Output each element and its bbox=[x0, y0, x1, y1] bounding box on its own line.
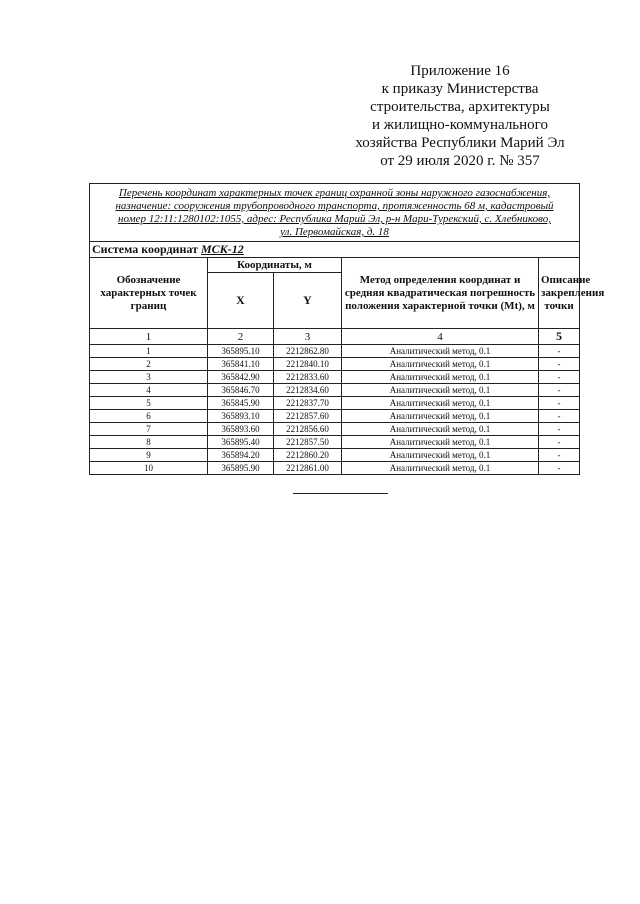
x-coordinate-cell: 365893.10 bbox=[208, 410, 274, 423]
coordinates-table bbox=[89, 183, 605, 475]
description-cell: - bbox=[539, 423, 580, 436]
point-number-cell: 2 bbox=[90, 358, 208, 371]
method-cell: Аналитический метод, 0.1 bbox=[342, 410, 539, 423]
table-row bbox=[90, 423, 580, 436]
appendix-line: от 29 июля 2020 г. № 357 bbox=[380, 153, 540, 169]
table-row bbox=[90, 397, 580, 410]
method-cell: Аналитический метод, 0.1 bbox=[342, 371, 539, 384]
header-coordinates: Координаты, м bbox=[208, 258, 342, 273]
point-number-cell: 6 bbox=[90, 410, 208, 423]
x-coordinate-cell: 365846.70 bbox=[208, 384, 274, 397]
column-number: 3 bbox=[274, 329, 342, 345]
point-number-cell: 7 bbox=[90, 423, 208, 436]
x-coordinate-cell: 365893.60 bbox=[208, 423, 274, 436]
method-cell: Аналитический метод, 0.1 bbox=[342, 345, 539, 358]
method-cell: Аналитический метод, 0.1 bbox=[342, 384, 539, 397]
column-number-row bbox=[90, 329, 580, 345]
table-row bbox=[90, 436, 580, 449]
column-number: 1 bbox=[90, 329, 208, 345]
y-coordinate-cell: 2212833.60 bbox=[274, 371, 342, 384]
appendix-line: и жилищно-коммунального bbox=[372, 117, 548, 133]
header-y: Y bbox=[274, 273, 342, 329]
method-cell: Аналитический метод, 0.1 bbox=[342, 449, 539, 462]
x-coordinate-cell: 365895.40 bbox=[208, 436, 274, 449]
description-cell: - bbox=[539, 371, 580, 384]
description-cell: - bbox=[539, 436, 580, 449]
point-number-cell: 4 bbox=[90, 384, 208, 397]
x-coordinate-cell: 365841.10 bbox=[208, 358, 274, 371]
method-cell: Аналитический метод, 0.1 bbox=[342, 462, 539, 475]
method-cell: Аналитический метод, 0.1 bbox=[342, 436, 539, 449]
header-point: Обозначение характерных точек границ bbox=[90, 258, 208, 329]
end-divider bbox=[293, 493, 388, 494]
description-cell: - bbox=[539, 449, 580, 462]
header-x: X bbox=[208, 273, 274, 329]
y-coordinate-cell: 2212862.80 bbox=[274, 345, 342, 358]
table-title-line: Перечень координат характерных точек границ охранной зоны наружного газоснабжения, bbox=[118, 187, 551, 199]
description-cell: - bbox=[539, 410, 580, 423]
table-row bbox=[90, 358, 580, 371]
appendix-line: к приказу Министерства bbox=[381, 81, 539, 97]
y-coordinate-cell: 2212860.20 bbox=[274, 449, 342, 462]
x-coordinate-cell: 365895.10 bbox=[208, 345, 274, 358]
point-number-cell: 5 bbox=[90, 397, 208, 410]
table-row bbox=[90, 462, 580, 475]
coordinate-system bbox=[90, 242, 580, 258]
description-cell: - bbox=[539, 358, 580, 371]
y-coordinate-cell: 2212857.50 bbox=[274, 436, 342, 449]
point-number-cell: 8 bbox=[90, 436, 208, 449]
table-title-line: назначение: сооружения трубопроводного транспорта, протяженность 68 м, кадастровый bbox=[115, 200, 554, 212]
point-number-cell: 10 bbox=[90, 462, 208, 475]
description-cell: - bbox=[539, 397, 580, 410]
method-cell: Аналитический метод, 0.1 bbox=[342, 358, 539, 371]
y-coordinate-cell: 2212834.60 bbox=[274, 384, 342, 397]
table-title-line: ул. Первомайская, д. 18 bbox=[280, 226, 389, 238]
y-coordinate-cell: 2212837.70 bbox=[274, 397, 342, 410]
x-coordinate-cell: 365895.90 bbox=[208, 462, 274, 475]
point-number-cell: 9 bbox=[90, 449, 208, 462]
y-coordinate-cell: 2212861.00 bbox=[274, 462, 342, 475]
x-coordinate-cell: 365894.20 bbox=[208, 449, 274, 462]
y-coordinate-cell: 2212856.60 bbox=[274, 423, 342, 436]
table-body bbox=[90, 345, 580, 475]
table-row bbox=[90, 384, 580, 397]
table-title bbox=[90, 184, 580, 242]
x-coordinate-cell: 365845.90 bbox=[208, 397, 274, 410]
column-number: 5 bbox=[539, 329, 580, 345]
header-method: Метод определения координат и средняя квадратическая погрешность положения характерной точки (Mt), м bbox=[342, 258, 539, 329]
appendix-line: Приложение 16 bbox=[410, 63, 510, 79]
point-number-cell: 1 bbox=[90, 345, 208, 358]
y-coordinate-cell: 2212857.60 bbox=[274, 410, 342, 423]
header-description: Описание закрепления точки bbox=[539, 258, 580, 329]
appendix-block bbox=[300, 62, 620, 170]
y-coordinate-cell: 2212840.10 bbox=[274, 358, 342, 371]
table-row bbox=[90, 345, 580, 358]
column-number: 2 bbox=[208, 329, 274, 345]
coordinate-system-value: МСК-12 bbox=[200, 242, 244, 256]
description-cell: - bbox=[539, 384, 580, 397]
appendix-line: хозяйства Республики Марий Эл bbox=[355, 135, 565, 151]
point-number-cell: 3 bbox=[90, 371, 208, 384]
table-row bbox=[90, 410, 580, 423]
column-number: 4 bbox=[342, 329, 539, 345]
x-coordinate-cell: 365842.90 bbox=[208, 371, 274, 384]
coordinate-system-label: Система координат bbox=[92, 242, 198, 256]
method-cell: Аналитический метод, 0.1 bbox=[342, 423, 539, 436]
description-cell: - bbox=[539, 345, 580, 358]
table-row bbox=[90, 371, 580, 384]
appendix-line: строительства, архитектуры bbox=[370, 99, 550, 115]
method-cell: Аналитический метод, 0.1 bbox=[342, 397, 539, 410]
table-row bbox=[90, 449, 580, 462]
description-cell: - bbox=[539, 462, 580, 475]
table-title-line: номер 12:11:1280102:1055, адрес: Республика Марий Эл, р-н Мари-Турекский, с. Хлебниково, bbox=[118, 213, 551, 225]
